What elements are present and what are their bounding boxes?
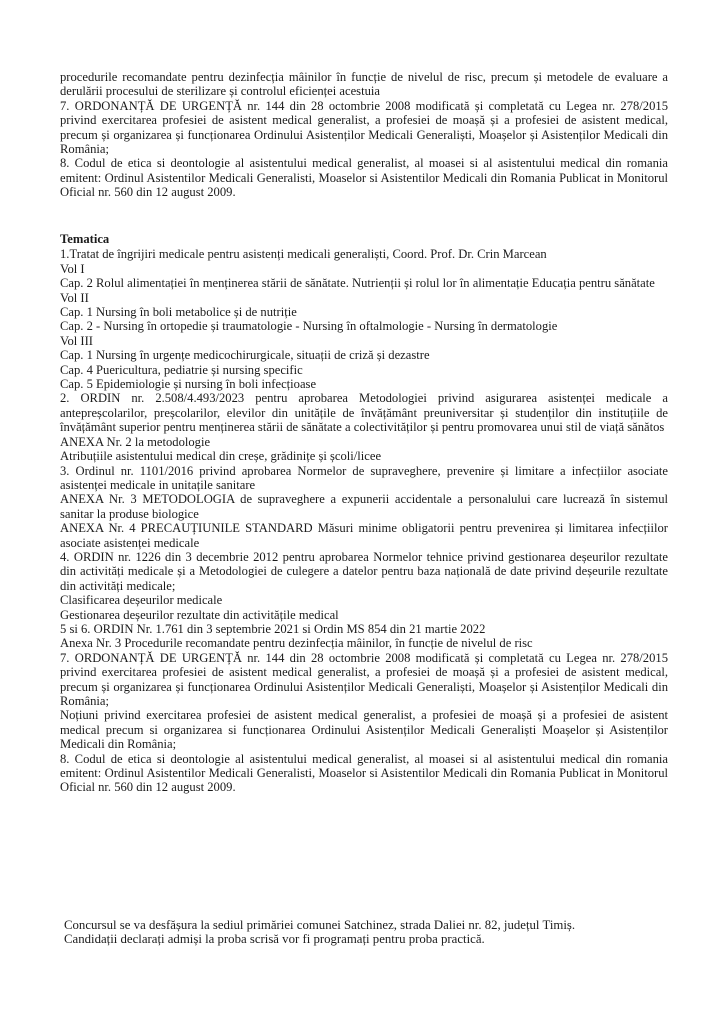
closing-venue: Concursul se va desfășura la sediul primăriei comunei Satchinez, strada Daliei nr. 82, județul Timiș. <box>64 918 576 932</box>
tematica-item: Vol III <box>60 333 93 348</box>
tematica-item: Cap. 2 - Nursing în ortopedie și traumatologie - Nursing în oftalmologie - Nursing în dermatologie <box>60 319 558 334</box>
tematica-item: Cap. 1 Nursing în urgențe medicochirurgicale, situații de criză și dezastre <box>60 348 430 363</box>
closing-section <box>64 918 668 947</box>
tematica-item: Noțiuni privind exercitarea profesiei de asistent medical generalist, a profesiei de moașă și a profesiei de asistent medical precum si organizarea si funcționarea Ordinului Asistenților Medicali Generaliști Moașelor și Asistenților Medicali din România; <box>60 708 668 752</box>
closing-practical-test: Candidații declarați admiși la proba scrisă vor fi programați pentru proba practică. <box>64 932 485 947</box>
tematica-heading: Tematica <box>60 232 110 246</box>
tematica-item: Cap. 4 Puericultura, pediatrie și nursing specific <box>60 362 303 377</box>
paragraph-cod-etica: 8. Codul de etica si deontologie al asistentului medical generalist, al moasei si al asistentului medical din romania emitent: Ordinul Asistentilor Medicali Generalisti, Moaselor si Asistentilor Medicali din Romania Publicat in Monitorul Oficial nr. 560 din 12 august 2009. <box>60 156 668 200</box>
tematica-item: 8. Codul de etica si deontologie al asistentului medical generalist, al moasei si al asistentului medical din romania emitent: Ordinul Asistentilor Medicali Generalisti, Moaselor si Asistentilor Medicali din Romania Publicat in Monitorul Oficial nr. 560 din 12 august 2009. <box>60 751 668 795</box>
paragraph-procedures: procedurile recomandate pentru dezinfecția mâinilor în funcție de nivelul de risc, precum și metodele de evaluare a derulării procesului de sterilizare și controlul eficienței acestuia <box>60 70 668 99</box>
paragraph-oug-144: 7. ORDONANȚĂ DE URGENȚĂ nr. 144 din 28 octombrie 2008 modificată și completată cu Legea nr. 278/2015 privind exercitarea profesiei de asistent medical generalist, a profesiei de moașă și a profesiei de asistent medical, precum și organizarea și funcționarea Ordinului Asistenților Medicali Generaliști, Moașelor și Asistenților Medicali din România; <box>60 98 668 157</box>
tematica-item: Vol II <box>60 290 89 305</box>
tematica-item: Cap. 2 Rolul alimentației în menținerea stării de sănătate. Nutrienții și rolul lor în alimentație Educația pentru sănătate <box>60 276 655 291</box>
tematica-item: Cap. 5 Epidemiologie și nursing în boli infecțioase <box>60 377 317 392</box>
top-section <box>60 70 668 200</box>
tematica-item: 3. Ordinul nr. 1101/2016 privind aprobarea Normelor de supraveghere, prevenire și limitare a infecțiilor asociate asistenței medicale in unitațile sanitare <box>60 463 668 492</box>
tematica-item: 2. ORDIN nr. 2.508/4.493/2023 pentru aprobarea Metodologiei privind asigurarea asistenței medicale a antepreșcolarilor, preșcolarilor, elevilor din unitățile de învățământ preuniversitar și studenților din instituțiile de învățământ superior pentru menținerea stării de sănătate a colectivităților și pentru promovarea unui stil de viață sănătos <box>60 391 668 435</box>
tematica-item: ANEXA Nr. 3 METODOLOGIA de supraveghere a expunerii accidentale a personalului care lucrează în sistemul sanitar la produse biologice <box>60 492 668 521</box>
tematica-item: Cap. 1 Nursing în boli metabolice și de nutriție <box>60 305 297 320</box>
tematica-item: Vol I <box>60 261 85 276</box>
tematica-item: 7. ORDONANȚĂ DE URGENȚĂ nr. 144 din 28 octombrie 2008 modificată și completată cu Legea nr. 278/2015 privind exercitarea profesiei de asistent medical generalist, a profesiei de moașă și a profesiei de asistent medical, precum și organizarea și funcționarea Ordinului Asistenților Medicali Generaliști, Moașelor și Asistenților Medicali din România; <box>60 650 668 708</box>
tematica-item: ANEXA Nr. 4 PRECAUȚIUNILE STANDARD Măsuri minime obligatorii pentru prevenirea și limitarea infecțiilor asociate asistenței medicale <box>60 521 668 550</box>
tematica-item: Atribuțiile asistentului medical din creșe, grădinițe și școli/licee <box>60 449 382 464</box>
tematica-item: 4. ORDIN nr. 1226 din 3 decembrie 2012 pentru aprobarea Normelor tehnice privind gestionarea deșeurilor rezultate din activități medicale și a Metodologiei de culegere a datelor pentru baza națională de date privind deșeurile rezultate din activități medicale; <box>60 549 668 593</box>
tematica-item: 5 si 6. ORDIN Nr. 1.761 din 3 septembrie 2021 si Ordin MS 854 din 21 martie 2022 <box>60 621 486 636</box>
tematica-item: Gestionarea deșeurilor rezultate din activitățile medical <box>60 607 339 622</box>
tematica-item: ANEXA Nr. 2 la metodologie <box>60 434 211 449</box>
tematica-item: Clasificarea deșeurilor medicale <box>60 593 223 608</box>
tematica-item: 1.Tratat de îngrijiri medicale pentru asistenți medicali generaliști, Coord. Prof. Dr. Crin Marcean <box>60 247 547 262</box>
tematica-item: Anexa Nr. 3 Procedurile recomandate pentru dezinfecția mâinilor, în funcție de nivelul de risc <box>60 636 533 651</box>
tematica-section <box>60 232 668 795</box>
